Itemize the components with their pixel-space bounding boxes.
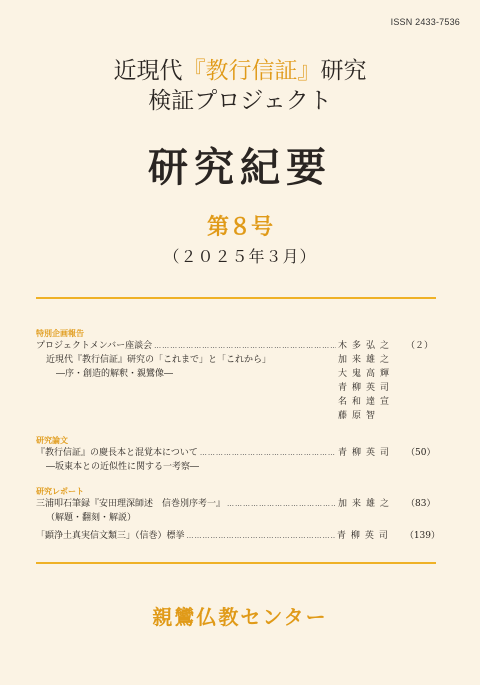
- toc-section-heading: 研究論文: [36, 435, 68, 445]
- toc-entry-subtitle: （解題・翻刻・解説）: [46, 513, 137, 523]
- toc-entry[interactable]: [36, 497, 440, 511]
- project-name: [0, 56, 480, 116]
- project-line-1-pre: 近現代: [113, 58, 183, 84]
- leader-dots: [200, 446, 336, 460]
- toc-entry-subtitle: ―序・創造的解釈・親鸞像―: [56, 369, 174, 379]
- journal-title: 研究紀要: [148, 144, 332, 191]
- toc-entry-author: 青柳英司: [338, 383, 395, 393]
- toc-entry-author: 青柳英司: [338, 448, 395, 458]
- toc-entry-page: （139）: [404, 531, 440, 541]
- top-divider: [36, 297, 436, 299]
- toc-entry-page: （50）: [406, 448, 436, 458]
- toc-entry-author: 木多弘之: [338, 341, 395, 351]
- publisher-name: 親鸞仏教センター: [152, 605, 328, 629]
- toc-entry: [36, 367, 440, 381]
- toc-entry-title: 『教行信証』の慶長本と混覚本について: [36, 448, 198, 458]
- bottom-divider: [36, 562, 436, 564]
- project-line-1-post: 研究: [320, 58, 367, 84]
- toc-entry-author: 名和達宣: [338, 397, 395, 407]
- toc-entry: [36, 409, 440, 423]
- project-line-1: [0, 56, 480, 86]
- toc-section-heading: 特別企画報告: [36, 328, 84, 338]
- toc-entry[interactable]: [36, 339, 440, 353]
- toc-entry: [36, 511, 440, 525]
- leader-dots: [227, 497, 336, 511]
- project-line-1-accent: 『教行信証』: [182, 58, 321, 84]
- toc-entry-page: （83）: [406, 499, 436, 509]
- issn-number: ISSN 2433-7536: [390, 17, 460, 27]
- toc-entry[interactable]: [36, 353, 440, 367]
- table-of-contents: [36, 327, 440, 543]
- issue-number: 第８号: [206, 214, 273, 240]
- issue-date: （２０２５年３月）: [163, 247, 317, 266]
- toc-entry-page: （２）: [406, 341, 434, 351]
- leader-dots: [187, 529, 335, 543]
- leader-dots: [154, 339, 336, 353]
- toc-entry-subtitle: ―坂東本との近似性に関する一考察―: [46, 462, 200, 472]
- toc-section-heading: 研究レポート: [36, 486, 84, 496]
- toc-entry-title: 「顕浄土真実信文類三」（信巻）標挙: [36, 531, 185, 541]
- toc-entry-author: 加来雄之: [338, 499, 395, 509]
- toc-entry: [36, 395, 440, 409]
- toc-entry-author: 加来雄之: [338, 355, 395, 365]
- toc-entry-title: プロジェクトメンバー座談会: [36, 341, 153, 351]
- toc-entry-author: 大鬼高輝: [338, 369, 395, 379]
- toc-entry-title: 近現代『教行信証』研究の「これまで」と「これから」: [46, 355, 272, 365]
- toc-entry: [36, 381, 440, 395]
- toc-entry-author: 藤原智: [338, 411, 381, 421]
- toc-entry[interactable]: [36, 529, 440, 543]
- toc-entry-title: 三浦叩石筆録『安田理深師述 信巻別序考一』: [36, 499, 226, 509]
- toc-entry[interactable]: [36, 446, 440, 460]
- project-line-2: 検証プロジェクト: [148, 88, 332, 114]
- toc-entry: [36, 460, 440, 474]
- toc-entry-author: 青柳英司: [336, 531, 393, 541]
